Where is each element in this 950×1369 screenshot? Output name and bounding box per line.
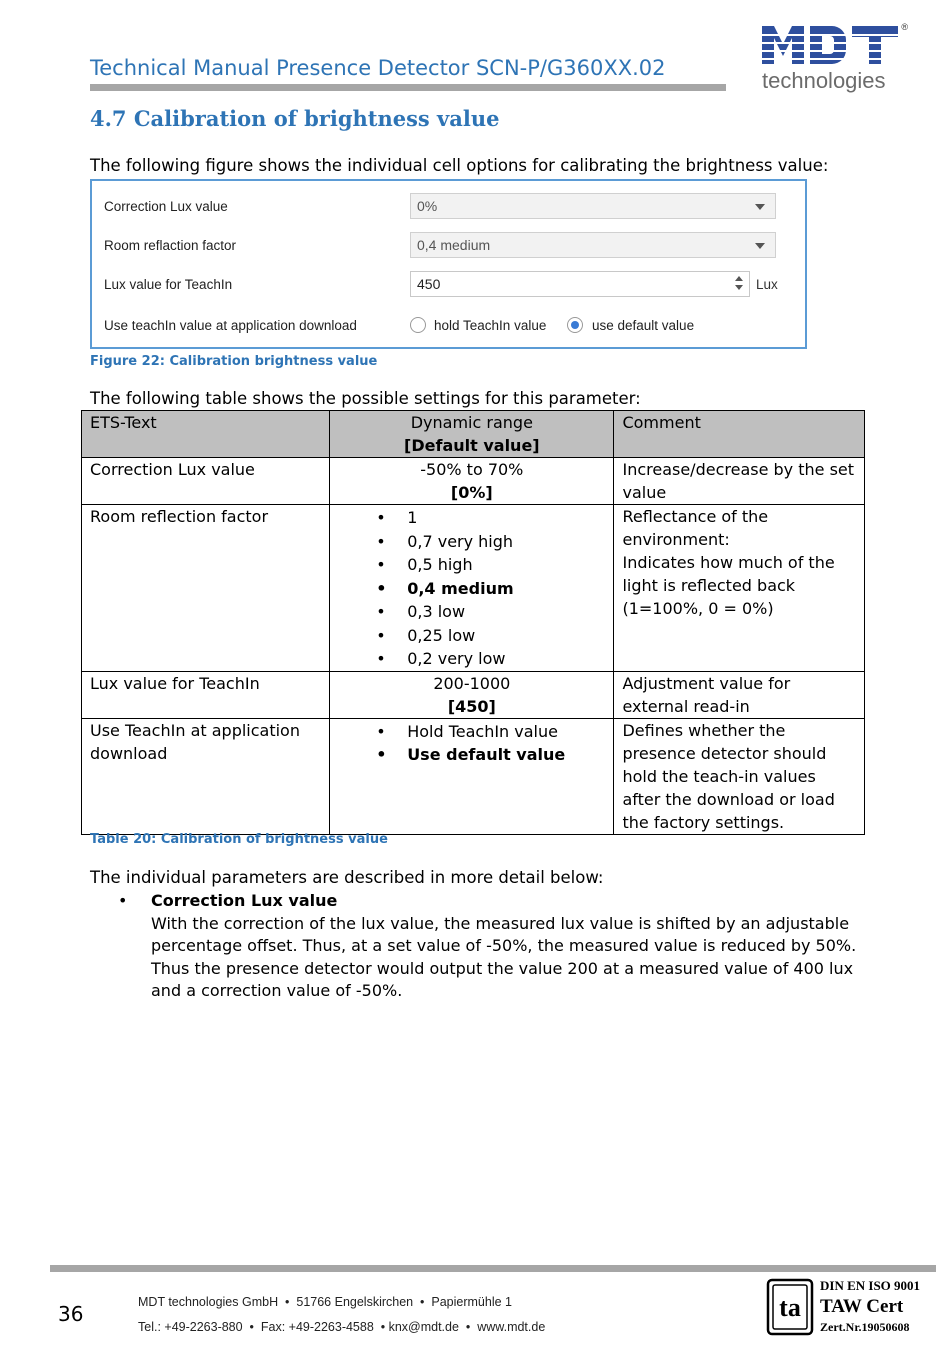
details-list — [118, 890, 858, 1003]
use-default-label: use default value — [592, 318, 695, 333]
row-name: Room reflection factor — [82, 505, 330, 672]
option-list — [338, 720, 605, 767]
header-default-label: [Default value] — [404, 436, 540, 455]
list-item: • 0,3 low — [376, 600, 605, 624]
detail-item — [118, 890, 858, 1003]
header-comment: Comment — [614, 411, 865, 458]
comment-line: Reflectance of the environment: — [622, 507, 769, 549]
dialog-label-teachin: Lux value for TeachIn — [104, 277, 233, 292]
footer-address — [138, 1295, 512, 1309]
table-caption: Table 20: Calibration of brightness value — [90, 832, 388, 847]
cert-logo-text: ta — [779, 1293, 801, 1322]
detail-text: With the correction of the lux value, the measured lux value is shifted by an adjustable percentage offset. Thus, at a set value of -50%, the measured value is reduced by 50%. Thus the presence detector would output the value 200 at a measured value of 400 lux and a correction value of -50%. — [151, 913, 857, 1000]
header-range-label: Dynamic range — [410, 413, 533, 432]
table-row — [82, 718, 865, 834]
table-row — [82, 671, 865, 718]
figure-caption: Figure 22: Calibration brightness value — [90, 354, 378, 369]
parameter-table — [81, 410, 865, 835]
row-comment: Adjustment value for external read-in — [614, 671, 865, 718]
row-options — [330, 505, 614, 672]
teachin-lux-input[interactable] — [410, 271, 750, 297]
dialog-label-use-teachin: Use teachIn value at application download — [104, 318, 357, 333]
footer-address-text: MDT technologies GmbH • 51766 Engelskirchen • Papiermühle 1 — [138, 1295, 512, 1309]
range-value: 200-1000 — [433, 673, 511, 693]
row-range — [330, 458, 614, 505]
correction-lux-select[interactable] — [410, 193, 776, 219]
list-item: • Hold TeachIn value — [376, 720, 605, 744]
header-dynamic-range — [330, 411, 614, 458]
logo-subtitle: technologies — [762, 68, 886, 93]
details-intro: The individual parameters are described in more detail below: — [90, 868, 604, 887]
correction-lux-value: 0% — [417, 198, 438, 214]
use-default-radio[interactable] — [567, 317, 583, 333]
header-divider — [90, 84, 726, 91]
reflection-factor-value: 0,4 medium — [417, 237, 491, 253]
detail-title: Correction Lux value — [151, 891, 338, 910]
page-number: 36 — [58, 1302, 84, 1326]
lux-unit-label: Lux — [756, 277, 778, 292]
reflection-factor-select[interactable] — [410, 232, 776, 258]
list-item: • 0,2 very low — [376, 647, 605, 671]
list-item: • 0,25 low — [376, 624, 605, 648]
row-range — [330, 671, 614, 718]
taw-cert-logo-icon — [766, 1278, 814, 1336]
chevron-down-icon — [755, 243, 765, 249]
bullet-icon: • — [118, 891, 128, 910]
cert-line-2: TAW Cert — [820, 1296, 904, 1317]
list-item: • 0,7 very high — [376, 530, 605, 554]
ets-parameter-dialog — [90, 179, 807, 349]
table-row — [82, 458, 865, 505]
dialog-label-correction: Correction Lux value — [104, 199, 228, 214]
row-name: Lux value for TeachIn — [82, 671, 330, 718]
row-comment — [614, 505, 865, 672]
table-row — [82, 505, 865, 672]
default-value: [0%] — [450, 483, 493, 502]
list-item-default: • Use default value — [376, 743, 605, 767]
dialog-label-reflection: Room reflaction factor — [104, 238, 237, 253]
footer-divider — [50, 1265, 936, 1272]
row-name: Use TeachIn at application download — [82, 718, 330, 834]
spinner-arrows-icon[interactable] — [735, 274, 745, 294]
hold-teachin-label: hold TeachIn value — [434, 318, 547, 333]
row-name: Correction Lux value — [82, 458, 330, 505]
option-list — [338, 506, 605, 671]
row-comment: Increase/decrease by the set value — [614, 458, 865, 505]
mdt-logo — [760, 22, 910, 98]
comment-line: (1=100%, 0 = 0%) — [622, 599, 774, 618]
list-item: • 1 — [376, 506, 605, 530]
header-ets-text: ETS-Text — [82, 411, 330, 458]
certification-badge — [766, 1278, 936, 1338]
row-options — [330, 718, 614, 834]
mdt-logo-mark — [760, 22, 900, 68]
footer-contact-text: Tel.: +49-2263-880 • Fax: +49-2263-4588 • knx@mdt.de • www.mdt.de — [138, 1320, 546, 1334]
chevron-down-icon — [755, 204, 765, 210]
list-item: • 0,5 high — [376, 553, 605, 577]
table-header-row — [82, 411, 865, 458]
range-value: -50% to 70% — [420, 460, 524, 479]
hold-teachin-radio[interactable] — [410, 317, 426, 333]
section-heading: 4.7 Calibration of brightness value — [90, 106, 500, 131]
cert-line-1: DIN EN ISO 9001 — [820, 1278, 921, 1293]
table-intro: The following table shows the possible settings for this parameter: — [90, 389, 641, 408]
comment-line: Indicates how much of the light is reflected back — [622, 553, 835, 595]
intro-paragraph: The following figure shows the individual cell options for calibrating the brightness value: — [90, 156, 829, 175]
registered-mark: ® — [901, 22, 908, 32]
cert-line-3: Zert.Nr.19050608 — [820, 1320, 910, 1334]
row-comment: Defines whether the presence detector should hold the teach-in values after the download or load the factory settings. — [614, 718, 865, 834]
footer-contact — [138, 1320, 545, 1334]
default-value: [450] — [447, 696, 496, 716]
teachin-lux-value: 450 — [417, 276, 441, 292]
document-title: Technical Manual Presence Detector SCN-P/G360XX.02 — [90, 56, 666, 80]
list-item-default: • 0,4 medium — [376, 577, 605, 601]
